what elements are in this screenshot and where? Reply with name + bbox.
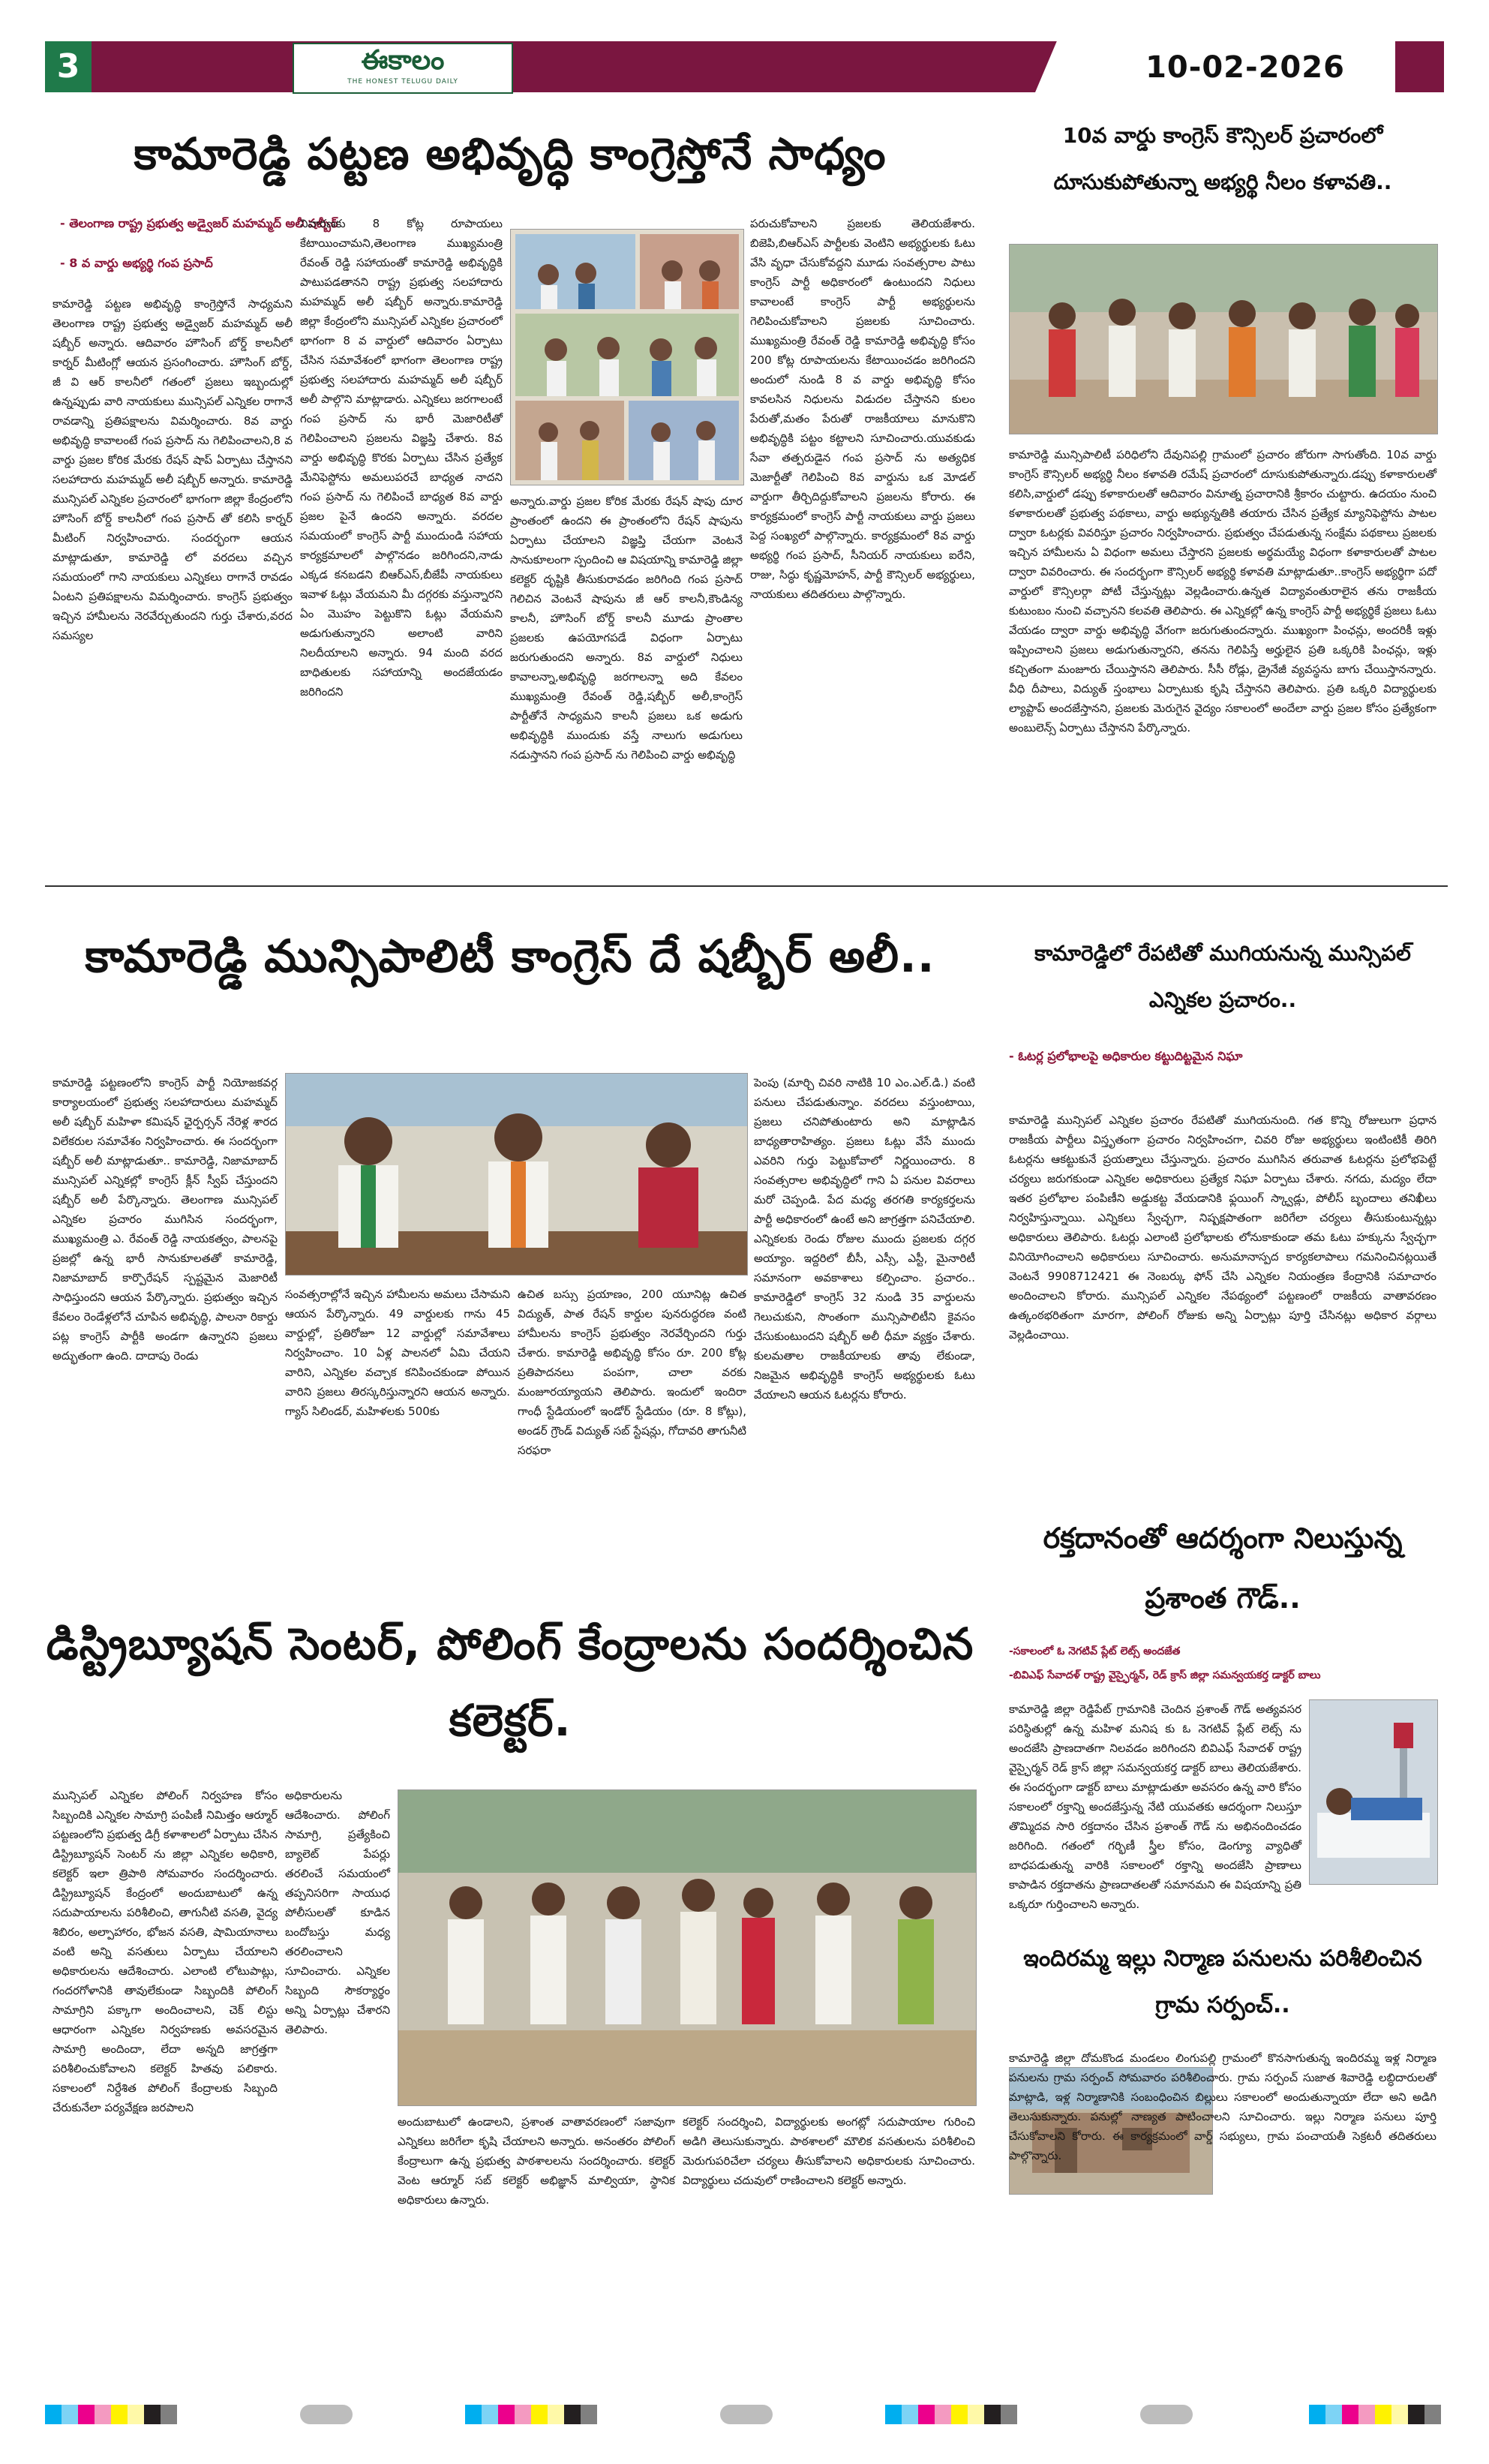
story6-column-1: మున్సిపల్ ఎన్నికల పోలింగ్ నిర్వహణ కోసం సిబ్బందికి ఎన్నికల సామాగ్రి పంపిణీ నిమిత్తం ఆర్మూర్ పట్టణంలోని ప్రభుత్వ డిగ్రీ కళాశాలలో ఏర్పాటు చేసిన డిస్ట్రిబ్యూషన్ సెంటర్ ను జిల్లా ఎన్నికల అధికారి, కలెక్టర్ ఇలా త్రిపాఠి సోమవారం సందర్శించారు. డిస్ట్రిబ్యూషన్ కేంద్రంలో అందుబాటులో ఉన్న సదుపాయాలను పరిశీలించి, తాగునీటి వసతి, వైద్య శిబిరం, అల్పాహారం, భోజన వసతి, షామియానాలు వంటి అన్ని వసతులు ఏర్పాటు చేయాలని అధికారులను ఆదేశించారు. ఎలాంటి లోటుపాట్లు, గందరగోళానికి తావులేకుండా సిబ్బందికి పోలింగ్ సామాగ్రిని పక్కాగా అందించాలని, చెక్ లిస్టు ఆధారంగా ఎన్నికల నిర్వహణకు అవసరమైన సామాగ్రి అందిందా, లేదా అన్నది జాగ్రత్తగా పరిశీలించుకోవాలని కలెక్టర్ హితవు పలికారు. సకాలంలో నిర్దేశిత పోలింగ్ కేంద్రాలకు సిబ్బంది చేరుకునేలా పర్యవేక్షణ జరపాలని — [53, 1789, 278, 2114]
masthead-tagline: THE HONEST TELUGU DAILY — [347, 78, 458, 86]
story7-body: కామారెడ్డి జిల్లా దోమకొండ మండలం లింగుపల్లి గ్రామంలో కొనసాగుతున్న ఇందిరమ్మ ఇళ్ల నిర్మాణ పనులను గ్రామ సర్పంచ్ సోమవారం పరిశీలించారు. గ్రామ సర్పంచ్ సుజాత శివారెడ్డి లబ్ధిదారులతో మాట్లాడి, ఇళ్ల నిర్మాణానికి సంబంధించిన బిల్లులు సకాలంలో అందుతున్నాయా లేదా అని అడిగి తెలుసుకున్నారు. పనుల్లో నాణ్యత పాటించాలని సూచించారు. ఇల్లు నిర్మాణ పనులు పూర్తి చేసుకోవాలని కోరారు. ఈ కార్యక్రమంలో వార్డ్ సభ్యులు, గ్రామ పంచాయతీ సెక్రటరీ తదితరులు పాల్గొన్నారు. — [1009, 2051, 1436, 2162]
page-number: 3 — [56, 47, 80, 86]
story4-body: కామారెడ్డి మున్సిపల్ ఎన్నికల ప్రచారం రేపటితో ముగియనుంది. గత కొన్ని రోజులుగా ప్రధాన రాజకీయ పార్టీలు విస్తృతంగా ప్రచారం నిర్వహించగా, చివరి రోజు అభ్యర్థులు ఇంటింటికీ తిరిగి ఓటర్లను ఆకట్టుకునే ప్రయత్నాలు చేస్తున్నారు. ప్రచారం ముగిసిన తరువాత ఓటర్లను ప్రలోభపెట్టే చర్యలు జరుగకుండా ఎన్నికల అధికారులు ప్రత్యేక నిఘా ఏర్పాటు చేశారు. నగదు, మద్యం లేదా ఇతర ప్రలోభాల పంపిణీని అడ్డుకట్ట వేయడానికి ఫ్లయింగ్ స్క్వాడ్లు, పోలీస్ బృందాలు తనిఖీలు నిర్వహిస్తున్నాయి. ఎన్నికలు స్వేచ్ఛగా, నిష్పక్షపాతంగా జరిగేలా చర్యలు తీసుకుంటున్నట్లు అధికారులు తెలిపారు. ఓటర్లు ఎలాంటి ప్రలోభాలకు లోనుకాకుండా తమ ఓటు హక్కును స్వేచ్ఛగా వినియోగించాలని అధికారులు సూచించారు. అనుమానాస్పద కార్యకలాపాలు గమనించినట్లయితే వెంటనే 9908712421 ఈ నెంబర్కు ఫోన్ చేసి ఎన్నికల నియంత్రణ కేంద్రానికి సమాచారం అందించాలని కోరారు. మున్సిపల్ ఎన్నికల నేపథ్యంలో పట్టణంలో రాజకీయ వాతావరణం ఉత్కంఠభరితంగా మారగా, పోలింగ్ రోజుకు అన్ని ఏర్పాట్లు పూర్తి చేసినట్లు అధికార వర్గాలు వెల్లడించాయి. — [1009, 1113, 1436, 1342]
story1-byline-1: - తెలంగాణ రాష్ట్ర ప్రభుత్వ అడ్వైజర్ మహమ్మద్ అలీ షబ్బీర్ — [60, 216, 338, 230]
story1-column-1: కామారెడ్డి పట్టణ అభివృద్ధి కాంగ్రెస్తోనే సాధ్యమని తెలంగాణ రాష్ట్ర ప్రభుత్వ అడ్వైజర్ మహమ్మద్ అలీ షబ్బీర్ అన్నారు. ఆదివారం హౌసింగ్ బోర్డ్ కాలనీలో కార్నర్ మీటింగ్లో ఆయన ప్రసంగించారు. హౌసింగ్ బోర్డ్, జీ వి ఆర్ కాలనీలో గతంలో ప్రజలు ఇబ్బందుల్లో ఉన్నప్పుడు వారి నాయకులు మున్సిపల్ ఎన్నికల రాగానే రావడాన్ని ప్రతిపక్షాలను విమర్శించారు. 8వ వార్డు అభివృద్ధి కావాలంటే గంప ప్రసాద్ ను గెలిపించాలని,8 వ వార్డు ప్రజల కోరిక మేరకు రేషన్ షాప్ ఏర్పాటు చేస్తానని సలహాదారు మహమ్మద్ అలీ షబ్బీర్ అన్నారు. కామారెడ్డి మున్సిపల్ ఎన్నికల ప్రచారంలో భాగంగా జిల్లా కేంద్రంలోని హౌసింగ్ బోర్డ్ కాలనీలో గంప ప్రసాద్ తో కలిసి కార్నర్ మీటింగ్ నిర్వహించారు. సందర్భంగా ఆయన మాట్లాడుతూ, కామారెడ్డి లో వరదలు వచ్చిన సమయంలో గాని నాయకులు ఎన్నికలు రాగానే రావడం ఏంటని ప్రతిపక్షాలను విమర్శించారు. కాంగ్రెస్ ప్రభుత్వం ఇచ్చిన హామీలను నెరవేర్చుతుందని గుర్తు చేశారు,వరద సమస్యల — [53, 297, 293, 642]
story6-column-4: కలెక్టర్ సందర్శించి, విద్యార్థులకు అంగట్లో సదుపాయాల గురించి అడిగి తెలుసుకున్నారు. పాఠశాలలో మౌలిక వసతులను పరిశీలించి మెరుగుపరిచేలా చర్యలు తీసుకోవాలని అధికారులకు సూచించారు. విద్యార్థులు చదువులో రాణించాలని కలెక్టర్ అన్నారు. — [683, 2115, 975, 2187]
story5-byline-2: -బివిఎఫ్ సేవాదళ్ రాష్ట్ర వైస్ఛైర్మన్, రెడ్ క్రాస్ జిల్లా సమన్వయకర్త డాక్టర్ బాలు — [1009, 1669, 1321, 1681]
story4-headline: కామారెడ్డిలో రేపటితో ముగియనున్న మున్సిపల్ ఎన్నికల ప్రచారం.. — [1034, 941, 1411, 1012]
blood-donation-graphic — [1310, 1700, 1437, 1884]
story6-headline: డిస్ట్రిబ్యూషన్ సెంటర్, పోలింగ్ కేంద్రాలను సందర్శించిన కలెక్టర్. — [46, 1618, 974, 1746]
story3-column-1: కామారెడ్డి పట్టణంలోని కాంగ్రెస్ పార్టీ నియోజకవర్గ కార్యాలయంలో ప్రభుత్వ సలహాదారులు మహమ్మద్ అలీ షబ్బీర్ మహిళా కమిషన్ ఛైర్పర్సన్ నేరెళ్ల శారద విలేకరుల సమావేశం నిర్వహించారు. ఈ సందర్భంగా షబ్బీర్ అలీ మాట్లాడుతూ.. కామారెడ్డి, నిజామాబాద్ మున్సిపల్ ఎన్నికల్లో కాంగ్రెస్ క్లీన్ స్వీప్ చేస్తుందని షబ్బీర్ అలీ పేర్కొన్నారు. తెలంగాణ మున్సిపల్ ఎన్నికల ప్రచారం ముగిసిన సందర్భంగా, ముఖ్యమంత్రి ఎ. రేవంత్ రెడ్డి నాయకత్వం, పాలనపై ప్రజల్లో ఉన్న భారీ సానుకూలతతో కామారెడ్డి, నిజామాబాద్ కార్పొరేషన్ స్పష్టమైన మెజారిటీ సాధిస్తుందని ఆయన పేర్కొన్నారు. ప్రభుత్వం ఇచ్చిన కేవలం రెండేళ్లలోనే చూపిన అభివృద్ధి, పాలనా రికార్డు పట్ల కాంగ్రెస్ పార్టీకి అండగా ఉన్నారని ప్రజలు అద్భుతంగా ఉంది. దాదాపు రెండు — [53, 1076, 278, 1363]
story6-column-2: అధికారులను ఆదేశించారు. పోలింగ్ సామాగ్రి, ప్రత్యేకించి బ్యాలెట్ పేపర్లు తరలించే సమయంలో తప్పనిసరిగా సాయుధ పోలీసులతో కూడిన బందోబస్తు మధ్య తరలించాలని సూచించారు. ఎన్నికల సిబ్బంది సౌకర్యార్థం అన్ని ఏర్పాట్లు చేశారని తెలిపారు. — [285, 1789, 390, 2036]
gray-pill-3 — [1140, 2405, 1193, 2424]
story1-column-3: అన్నారు.వార్డు ప్రజల కోరిక మేరకు రేషన్ షాపు దూర ప్రాంతంలో ఉందని ఈ ప్రాంతంలోని రేషన్ షాపును ఏర్పాటు చేయాలని విజ్ఞప్తి చేయగా వెంటనే సానుకూలంగా స్పందించి ఆ విషయాన్ని కామారెడ్డి జిల్లా కలెక్టర్ దృష్టికి తీసుకురావడం జరిగింది గంప ప్రసాద్ గెలిచిన వెంటనే షాపును జీ ఆర్ కాలనీ,కౌండిన్య కాలనీ, హౌసింగ్ బోర్డ్ కాలనీ మూడు ప్రాంతాల ప్రజలకు ఉపయోగపడే విధంగా ఏర్పాటు జరుగుతుందని అన్నారు. 8వ వార్డులో నిధులు కావాలన్నా,అభివృద్ధి జరగాలన్నా అది కేవలం ముఖ్యమంత్రి రేవంత్ రెడ్డి,షబ్బీర్ అలీ,కాంగ్రెస్ పార్టీతోనే సాధ్యమని కాలనీ ప్రజలు ఒక అడుగు అభివృద్ధికి ముందుకు వస్తే నాలుగు అడుగులు నడుస్తానని గంప ప్రసాద్ ను గెలిపించి వార్డు అభివృద్ధి — [510, 494, 743, 762]
collage-graphic — [511, 230, 743, 485]
story6-column-3: అందుబాటులో ఉండాలని, ప్రశాంత వాతావరణంలో సజావుగా ఎన్నికలు జరిగేలా కృషి చేయాలని అన్నారు. అనంతరం పోలింగ్ కేంద్రాలుగా ఉన్న ప్రభుత్వ పాఠశాలలను సందర్శించారు. కలెక్టర్ వెంట ఆర్మూర్ సబ్ కలెక్టర్ అభిజ్ఞాన్ మాల్వియా, స్థానిక అధికారులు ఉన్నారు. — [398, 2115, 675, 2207]
story1-byline-2: - 8 వ వార్డు అభ్యర్థి గంప ప్రసాద్ — [60, 256, 213, 270]
story2-body: కామారెడ్డి మున్సిపాలిటీ పరిధిలోని దేవునిపల్లి గ్రామంలో ప్రచారం జోరుగా సాగుతోంది. 10వ వార్డు కాంగ్రెస్ కౌన్సిలర్ అభ్యర్థి నీలం కళావతి రమేష్ ప్రచారంలో దూసుకుపోతున్నారు.డప్పు కళాకారులతో కలిసి,వార్డులో డప్పు కళాకారులతో ఆదివారం వినూత్న ప్రచారానికి శ్రీకారం చుట్టారు. ఉదయం నుంచి కళాకారులతో ప్రభుత్వ పథకాలు, వార్డు అభ్యున్నతికి తయారు చేసిన ప్రత్యేక మ్యానిఫెస్టోను పాటల ద్వారా ఓటర్లకు వివరిస్తూ ప్రచారం నిర్వహించారు. ప్రభుత్వం చేపడుతున్న సంక్షేమ పథకాలు ప్రజలకు ఇచ్చిన హామీలను ఏ విధంగా అమలు చేస్తారని ప్రజలకు అర్థమయ్యే విధంగా కళాకారులతో పాటల ద్వారా వివరించారు. ఈ సందర్భంగా కౌన్సిలర్ అభ్యర్థి కళావతి మాట్లాడుతూ..కాంగ్రెస్ అభ్యర్థిగా పదో వార్డులో కౌన్సిలర్గా పోటీ చేస్తున్నట్లు వెల్లడించారు.ఉన్నత విద్యావంతురాలైన తను రాజకీయ కుటుంబం నుంచి వచ్చానని కలవతి తెలిపారు. ఈ ఎన్నికల్లో ఉన్న కాంగ్రెస్ పార్టీ అభ్యర్థికే ప్రజలు ఓటు వేయడం ద్వారా వార్డు అభివృద్ధి వేగంగా జరుగుతుందన్నారు. ముఖ్యంగా పింఛన్లు, అందరికీ ఇళ్లు ఇప్పించాలని ప్రజలు అడుగుతున్నారని, తనను గెలిపిస్తే అర్హులైన ప్రతి ఒక్కరికి పింఛన్లు, ఇళ్లు కచ్చితంగా మంజూరు చేయిస్తానని తెలిపారు. సీసీ రోడ్లు, డ్రైనేజీ వ్యవస్థను బాగు చేయిస్తానన్నారు. వీధి దీపాలు, విద్యుత్ స్తంభాలు ఏర్పాటుకు కృషి చేస్తానని తెలిపారు. ప్రతి ఒక్కరి విద్యార్థులకు ల్యాప్టాప్ అందజేస్తానని, ప్రజలకు మెరుగైన వైద్యం సకాలంలో అందేలా వార్డు ప్రజల కోసం ప్రత్యేకంగా అంబులెన్స్ ఏర్పాటు చేస్తానని పేర్కొన్నారు. — [1009, 448, 1436, 735]
story3-column-4: పెంపు (మార్చి చివరి నాటికి 10 ఎం.ఎల్.డి.) వంటి పనులు చేపడుతున్నాం. వరదలు వస్తుంటాయి, ప్రజలు చనిపోతుంటారు అని మాట్లాడిన బాధ్యతారాహిత్యం. ప్రజలు ఓట్లు వేసే ముందు ఎవరిని గుర్తు పెట్టుకోవాలో నిర్ణయించారు. 8 సంవత్సరాల అభివృద్ధిలో గాని ఏ పనుల వివరాలు మరో చెప్పండి. పేద మధ్య తరగతి కార్యకర్తలను పార్టీ అధికారంలో ఉంటే అని జాగ్రత్తగా పనిచేయాలి. ఎన్నికలకు రెండు రోజుల ముందు ప్రజలకు దగ్గర అయ్యాం. ఇద్దరిలో బీసీ, ఎస్సీ, ఎస్టీ, మైనారిటీ సమానంగా అవకాశాలు కల్పించాం. ప్రచారం.. కామారెడ్డిలో కాంగ్రెస్ 32 నుండి 35 వార్డులను గెలుచుకుని, సొంతంగా మున్సిపాలిటీని కైవసం చేసుకుంటుందని షబ్బీర్ అలీ ధీమా వ్యక్తం చేశారు. కులమతాల రాజకీయాలకు తావు లేకుండా, నిజమైన అభివృద్ధికి కాంగ్రెస్ అభ్యర్థులకు ఓటు వేయాలని ఆయన ఓటర్లను కోరారు. — [754, 1076, 975, 1402]
story1-column-4: పరుచుకోవాలని ప్రజలకు తెలియజేశారు. బిజెపి,బిఆర్ఎస్ పార్టీలకు వెంటిని అభ్యర్థులకు ఓటు వేసి వృధా చేసుకోవద్దని మూడు సంవత్సరాల పాటు కాంగ్రెస్ పార్టీ అధికారంలో ఉంటుందని నిధులు కావాలంటే కాంగ్రెస్ పార్టీ అభ్యర్థులను గెలిపించుకోవాలని ప్రజలకు సూచించారు. ముఖ్యమంత్రి రేవంత్ రెడ్డి కామారెడ్డి అభివృద్ధి కోసం 200 కోట్ల రూపాయలను కేటాయించడం జరిగిందని అందులో నుండి 8 వ వార్డు అభివృద్ధి కోసం కావలసిన నిధులను విడుదల చేస్తానని కులం పేరుతో,మతం పేరుతో రాజకీయాలు మానుకొని అభివృద్ధికి పట్టం కట్టాలని సూచించారు.యువకుడు సేవా తత్పరుడైన గంప ప్రసాద్ ను అత్యధిక మెజార్టీతో గెలిపించి 8వ వార్డును ఒక మోడల్ వార్డుగా తీర్చిదిద్దుకోవాలని ప్రజలను కోరారు. ఈ కార్యక్రమంలో కాంగ్రెస్ పార్టీ నాయకులు వార్డు ప్రజలు పెద్ద సంఖ్యలో పాల్గొన్నారు. కార్యక్రమంలో 8వ వార్డు అభ్యర్థి గంప ప్రసాద్, సీనియర్ నాయకులు ఐరేని, రాజు, సిద్ధు కృష్ణమోహన్, పార్టీ కౌన్సిలర్ అభ్యర్థులు, నాయకులు తదితరులు పాల్గొన్నారు. — [750, 217, 975, 601]
story5-photo — [1309, 1699, 1438, 1885]
story3-photo — [285, 1073, 748, 1276]
story1-column-2: నివారణకు 8 కోట్ల రూపాయలు కేటాయించామని,తెలంగాణ ముఖ్యమంత్రి రేవంత్ రెడ్డి సహాయంతో కామారెడ్డి అభివృద్ధికి పాటుపడతానని రాష్ట్ర ప్రభుత్వ సలహాదారు మహమ్మద్ అలీ షబ్బీర్ అన్నారు.కామారెడ్డి జిల్లా కేంద్రంలోని మున్సిపల్ ఎన్నికల ప్రచారంలో భాగంగా 8 వ వార్డులో ఆదివారం ఏర్పాటు చేసిన సమావేశంలో భాగంగా తెలంగాణ రాష్ట్ర ప్రభుత్వ సలహాదారు మహమ్మద్ అలీ షబ్బీర్ అలీ పాల్గొని మాట్లాడారు. ఎన్నికలు జరగాలంటే గంప ప్రసాద్ ను భారీ మెజారిటీతో గెలిపించాలని ప్రజలను విజ్ఞప్తి చేశారు. 8వ వార్డు అభివృద్ధి కొరకు ఏర్పాటు చేసిన ప్రత్యేక మేనిఫెస్టోను అమలుపరచే బాధ్యత నాదని గంప ప్రసాద్ ను గెలిపించే బాధ్యత 8వ వార్డు ప్రజల పైనే ఉందని అన్నారు. వరదల సమయంలో కాంగ్రెస్ పార్టీ ముందుండి సహాయ కార్యక్రమాలలో పాల్గొనడం జరిగిందని,నాడు ఎక్కడ కనబడని బిఆర్ఎస్,బీజేపీ నాయకులు ఇవాళ ఓట్లు వేయమని మీ దగ్గరకు వస్తున్నారని ఏం మొహం పెట్టుకొని ఓట్లు వేయమని అడుగుతున్నారని అలాంటి వారిని నిలదీయాలని అన్నారు. 94 మంది వరద బాధితులకు సహాయాన్ని అందజేయడం జరిగిందని — [300, 217, 503, 699]
press-meet-graphic — [286, 1074, 747, 1275]
story2-headline: 10వ వార్డు కాంగ్రెస్ కౌన్సిలర్ ప్రచారంలో దూసుకుపోతున్నా అభ్యర్థి నీలం కళావతి.. — [1053, 123, 1392, 194]
story3-column-3: ఉచిత బస్సు ప్రయాణం, 200 యూనిట్ల ఉచిత విద్యుత్, పాత రేషన్ కార్డుల పునరుద్ధరణ వంటి హామీలను కాంగ్రెస్ ప్రభుత్వం నెరవేర్చిందని గుర్తు చేశారు. కామారెడ్డి అభివృద్ధి కోసం రూ. 200 కోట్ల ప్రతిపాదనలు పంపగా, చాలా వరకు మంజూరయ్యాయని తెలిపారు. ఇందులో ఇందిరా గాంధీ స్టేడియంలో ఇండోర్ స్టేడియం (రూ. 8 కోట్లు), అండర్ గ్రౌండ్ విద్యుత్ సబ్ స్టేషన్లు, గోదావరి తాగునీటి సరఫరా — [518, 1288, 746, 1457]
collector-visit-graphic — [398, 1790, 976, 2105]
gray-pill-2 — [720, 2405, 773, 2424]
story1-headline: కామారెడ్డి పట్టణ అభివృద్ధి కాంగ్రెస్తోనే సాధ్యం — [134, 128, 887, 179]
story2-photo — [1009, 244, 1438, 434]
story1-photo-collage — [510, 229, 744, 485]
masthead-logo-box — [293, 43, 513, 94]
story6-photo — [398, 1789, 977, 2106]
story3-column-2: సంవత్సరాల్లోనే ఇచ్చిన హామీలను అమలు చేసామని ఆయన పేర్కొన్నారు. 49 వార్డులకు గాను 45 వార్డుల్లో, ప్రతిరోజూ 12 వార్డుల్లో సమావేశాలు నిర్వహించాం. 10 ఏళ్ల పాలనలో ఏమి చేయని వారిని, ఎన్నికల వచ్చాక కనిపించకుండా పోయిన వారిని ప్రజలు తిరస్కరిస్తున్నారని ఆయన అన్నారు. గ్యాస్ సిలిండర్, మహిళలకు 500కు — [285, 1288, 510, 1418]
story5-body: కామారెడ్డి జిల్లా రెడ్డిపేట్ గ్రామానికి చెందిన ప్రశాంత్ గౌడ్ అత్యవసర పరిస్థితుల్లో ఉన్న మహిళ మనిష కు ఓ నెగటివ్ ప్లేట్ లెట్స్ ను అందజేసి ప్రాణదాతగా నిలవడం జరిగిందని బివిఎఫ్ సేవాదళ్ రాష్ట్ర వైస్ఛైర్మన్ రెడ్ క్రాస్ జిల్లా సమన్వయకర్త డాక్టర్ బాలు తెలియజేశారు. ఈ సందర్భంగా డాక్టర్ బాలు మాట్లాడుతూ అవసరం ఉన్న వారి కోసం సకాలంలో రక్తాన్ని అందజేస్తున్న నేటి యువతకు ఆదర్శంగా నిలుస్తూ తొమ్మిదవ సారి రక్తదానం చేసిన ప్రశాంత్ గౌడ్ ను అభినందించడం జరిగింది. గతంలో గర్భిణీ స్త్రీల కోసం, డెంగ్యూ వ్యాధితో బాధపడుతున్న వారికి సకాలంలో రక్తాన్ని అందజేసి ప్రాణాలు కాపాడిన రక్తదాతను ప్రాణదాతలతో సమానమని ఈ విషయాన్ని ప్రతి ఒక్కరూ గుర్తించాలని అన్నారు. — [1009, 1702, 1301, 1911]
story5-byline-1: -సకాలంలో ఓ నెగటివ్ ప్లేట్ లెట్స్ అందజేత — [1009, 1645, 1181, 1657]
gray-pill-1 — [300, 2405, 353, 2424]
masthead-logo: ఈకాలం — [361, 45, 445, 76]
story3-headline: కామారెడ్డి మున్సిపాలిటీ కాంగ్రెస్ దే షబ్బీర్ అలీ.. — [85, 930, 935, 983]
story7-headline: ఇందిరమ్మ ఇల్లు నిర్మాణ పనులను పరిశీలించిన గ్రామ సర్పంచ్.. — [1023, 1946, 1422, 2018]
story4-byline: - ఓటర్ల ప్రలోభాలపై అధికారుల కట్టుదిట్టమైన నిఘా — [1009, 1049, 1243, 1063]
issue-date: 10-02-2026 — [1145, 50, 1345, 85]
section-divider-1 — [45, 885, 1448, 887]
story5-headline: రక్తదానంతో ఆదర్శంగా నిలుస్తున్న ప్రశాంత గౌడ్.. — [1043, 1522, 1403, 1615]
procession-graphic — [1010, 245, 1437, 434]
